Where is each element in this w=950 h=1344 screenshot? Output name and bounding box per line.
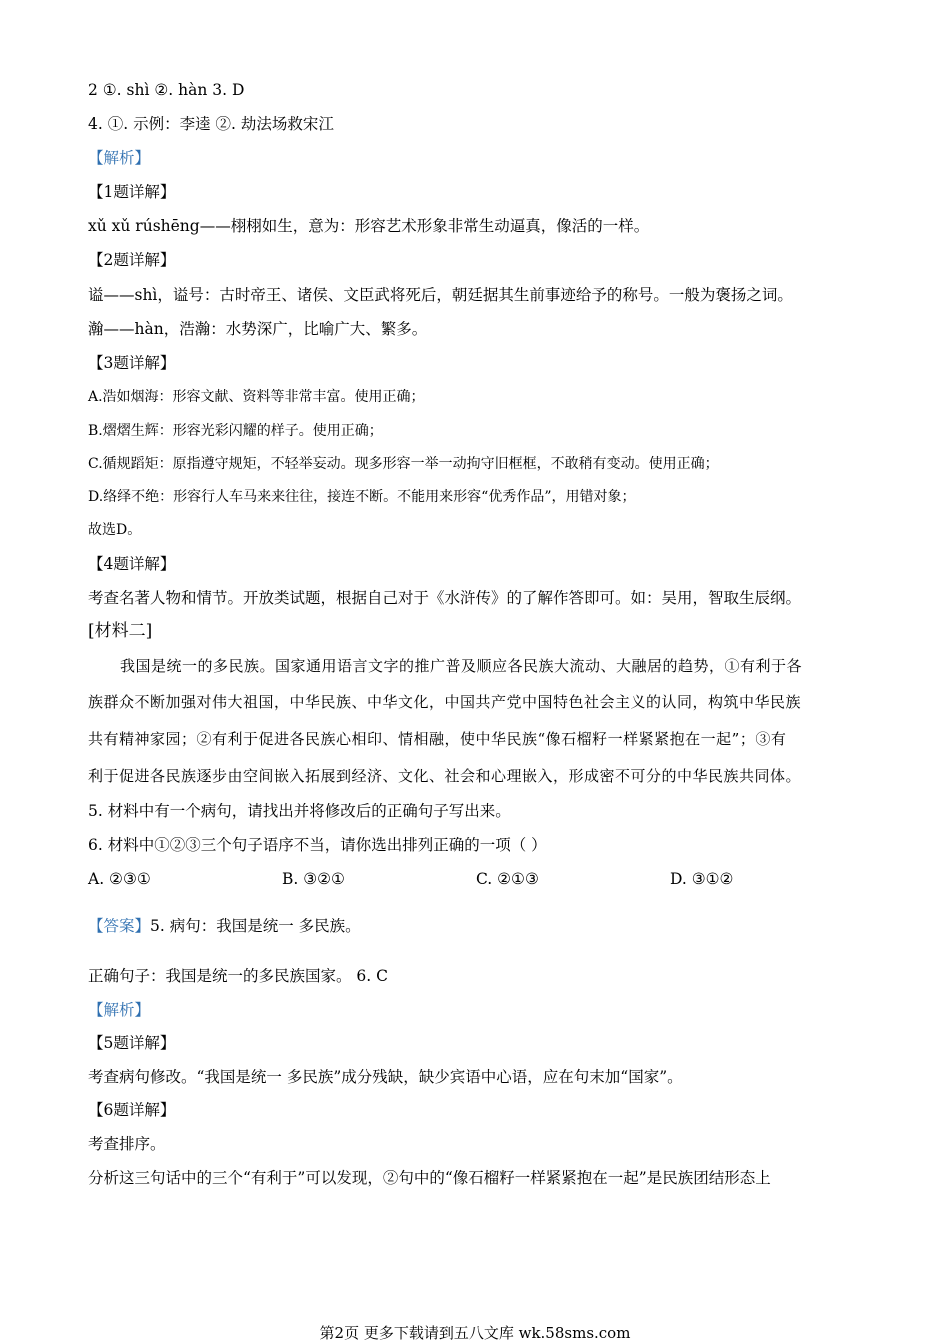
corrected-sentence: 正确句子：我国是统一的多民族国家。 6. C: [88, 967, 389, 985]
material-line-4: 利于促进各民族逐步由空间嵌入拓展到经济、文化、社会和心理嵌入，形成密不可分的中华民族共同体。: [88, 767, 802, 785]
q5-detail-heading: 【5题详解】: [88, 1034, 176, 1052]
question-6: 6. 材料中①②③三个句子语序不当，请你选出排列正确的一项（ ）: [88, 836, 547, 854]
analysis-heading: 【解析】: [88, 149, 151, 167]
answer-line-2: 4. ①. 示例：李逵 ②. 劫法场救宋江: [88, 115, 334, 133]
q3-detail-heading: 【3题详解】: [88, 354, 176, 372]
q2-detail-body-2: 瀚——hàn，浩瀚：水势深广，比喻广大、繁多。: [88, 320, 428, 338]
material-line-2: 族群众不断加强对伟大祖国，中华民族、中华文化，中国共产党中国特色社会主义的认同，构筑中华民族: [88, 693, 802, 711]
q3-conclusion: 故选D。: [88, 522, 142, 538]
answer-text: 5. 病句：我国是统一 多民族。: [150, 917, 361, 935]
question-5: 5. 材料中有一个病句，请找出并将修改后的正确句子写出来。: [88, 802, 511, 820]
q1-detail-heading: 【1题详解】: [88, 183, 176, 201]
q3-option-a: A.浩如烟海：形容文献、资料等非常丰富。使用正确；: [88, 389, 425, 405]
q6-choice-d: D. ③①②: [670, 870, 734, 888]
q2-detail-heading: 【2题详解】: [88, 251, 176, 269]
q1-detail-body: xǔ xǔ rúshēng——栩栩如生，意为：形容艺术形象非常生动逼真，像活的一样。: [88, 217, 650, 235]
q6-choice-b: B. ③②①: [282, 870, 345, 888]
answer-line: [88, 915, 361, 937]
q6-detail-body-1: 考查排序。: [88, 1135, 166, 1153]
page-footer: 第2页 更多下载请到五八文库 wk.58sms.com: [319, 1324, 631, 1342]
analysis-heading-2: 【解析】: [88, 1001, 151, 1019]
q6-detail-heading: 【6题详解】: [88, 1101, 176, 1119]
q2-detail-body-1: 谥——shì，谥号：古时帝王、诸侯、文臣武将死后，朝廷据其生前事迹给予的称号。一般为褒扬之词。: [88, 286, 793, 304]
q3-option-d: D.络绎不绝：形容行人车马来来往往，接连不断。不能用来形容“优秀作品”，用错对象；: [88, 489, 636, 505]
q6-choice-c: C. ②①③: [476, 870, 539, 888]
material-line-1: 我国是统一的多民族。国家通用语言文字的推广普及顺应各民族大流动、大融居的趋势，①有利于各: [120, 657, 803, 675]
q6-detail-body-2: 分析这三句话中的三个“有利于”可以发现，②句中的“像石榴籽一样紧紧抱在一起”是民族团结形态上: [88, 1169, 771, 1187]
answer-tag: 【答案】: [88, 917, 151, 935]
q3-option-b: B.熠熠生辉：形容光彩闪耀的样子。使用正确；: [88, 423, 383, 439]
answer-line-1: 2 ①. shì ②. hàn 3. D: [88, 81, 245, 99]
material-title: [材料二]: [88, 621, 153, 641]
q4-detail-heading: 【4题详解】: [88, 555, 176, 573]
q4-detail-body: 考查名著人物和情节。开放类试题，根据自己对于《水浒传》的了解作答即可。如：吴用，智取生辰纲。: [88, 589, 802, 607]
q3-option-c: C.循规蹈矩：原指遵守规矩，不轻举妄动。现多形容一举一动拘守旧框框，不敢稍有变动。使用正确；: [88, 456, 719, 472]
material-line-3: 共有精神家园；②有利于促进各民族心相印、情相融，使中华民族“像石榴籽一样紧紧抱在一起”；③有: [88, 730, 787, 748]
q5-detail-body: 考查病句修改。“我国是统一 多民族”成分残缺，缺少宾语中心语，应在句末加“国家”。: [88, 1068, 683, 1086]
q6-choice-a: A. ②③①: [88, 870, 151, 888]
